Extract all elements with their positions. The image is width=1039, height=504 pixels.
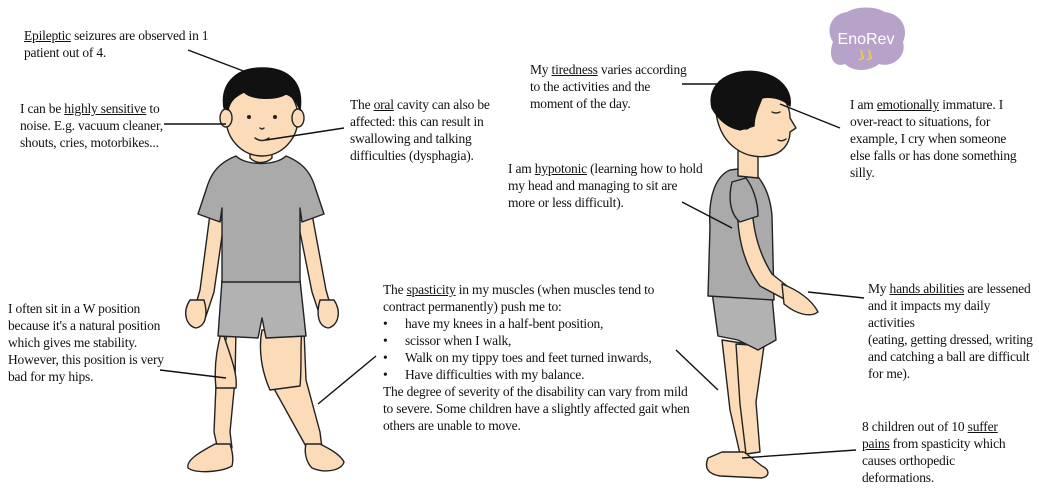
spasticity-bullet: • scissor when I walk, bbox=[383, 332, 690, 349]
tiredness-term: tiredness bbox=[551, 62, 598, 77]
epileptic-line2: patient out of 4. bbox=[24, 45, 107, 60]
hands-post: are lessened bbox=[964, 281, 1031, 296]
spasticity-bullet: • Have difficulties with my balance. bbox=[383, 366, 690, 383]
pains-pre: 8 children out of 10 bbox=[862, 419, 968, 434]
note-epileptic bbox=[24, 27, 208, 61]
pains-term-2: pains bbox=[862, 436, 890, 451]
side-back-foot bbox=[707, 452, 769, 478]
hypotonic-line2: my head and managing to sit are bbox=[508, 178, 678, 193]
spasticity-bullet: • have my knees in a half-bent position, bbox=[383, 315, 690, 332]
wposition-line1: I often sit in a W position bbox=[8, 301, 141, 316]
note-sensitive bbox=[20, 100, 163, 151]
wposition-line4: However, this position is very bbox=[8, 352, 164, 367]
spasticity-line3: The degree of severity of the disability can vary from mild bbox=[383, 384, 688, 399]
front-right-foot bbox=[305, 444, 344, 471]
spasticity-bullets bbox=[383, 315, 690, 383]
spasticity-bullet: • Walk on my tippy toes and feet turned inwards, bbox=[383, 349, 690, 366]
wposition-line2: because it's a natural position bbox=[8, 318, 161, 333]
sensitive-term: highly sensitive bbox=[64, 101, 147, 116]
tiredness-line2: to the activities and the bbox=[530, 79, 651, 94]
pains-post: from spasticity which bbox=[889, 436, 1006, 451]
spasticity-post: in my muscles (when muscles tend to bbox=[455, 282, 655, 297]
note-pains bbox=[862, 418, 1005, 486]
emotional-term: emotionally bbox=[876, 97, 940, 112]
pains-term-1: suffer bbox=[967, 419, 998, 434]
pointer-hands bbox=[808, 292, 864, 298]
note-emotional bbox=[850, 96, 1016, 181]
pains-line4: deformations. bbox=[862, 470, 935, 485]
pains-line3: causes orthopedic bbox=[862, 453, 955, 468]
hands-line4: and catching a ball are difficult bbox=[868, 349, 1030, 364]
front-child-figure bbox=[186, 68, 344, 472]
epileptic-line1: seizures are observed in 1 bbox=[70, 28, 209, 43]
emotional-post: immature. I bbox=[939, 97, 1003, 112]
epileptic-term: Epileptic bbox=[24, 28, 71, 43]
hypotonic-post: (learning how to hold bbox=[586, 161, 703, 176]
sensitive-pre: I can be bbox=[20, 101, 65, 116]
sensitive-line3: shouts, cries, motorbikes... bbox=[20, 135, 159, 150]
note-spasticity bbox=[383, 281, 690, 434]
hands-line3: (eating, getting dressed, writing bbox=[868, 332, 1033, 347]
oral-term: oral bbox=[373, 97, 394, 112]
logo-text: EnoRev bbox=[837, 31, 895, 48]
spasticity-line4: to severe. Some children have a slightly affected gait when bbox=[383, 401, 690, 416]
sensitive-post: to bbox=[146, 101, 160, 116]
emotional-line3: example, I cry when someone bbox=[850, 131, 1007, 146]
note-oral bbox=[350, 96, 490, 164]
tiredness-line3: moment of the day. bbox=[530, 96, 631, 111]
front-right-hand bbox=[318, 300, 338, 328]
front-right-thigh bbox=[260, 330, 302, 390]
emotional-line4: else falls or has done something bbox=[850, 148, 1017, 163]
hypotonic-line3: more or less difficult). bbox=[508, 195, 624, 210]
oral-line2: affected: this can result in bbox=[350, 114, 484, 129]
emotional-line2: over-react to situations, for bbox=[850, 114, 991, 129]
front-right-ear bbox=[292, 109, 304, 127]
oral-line3: swallowing and talking bbox=[350, 131, 472, 146]
spasticity-line5: others are unable to move. bbox=[383, 418, 521, 433]
note-hypotonic bbox=[508, 160, 703, 211]
emotional-pre: I am bbox=[850, 97, 877, 112]
wposition-line3: which gives me stability. bbox=[8, 335, 138, 350]
wposition-line5: bad for my hips. bbox=[8, 369, 94, 384]
enorev-logo bbox=[823, 6, 909, 76]
front-left-eye bbox=[247, 115, 251, 119]
oral-post: cavity can also be bbox=[393, 97, 490, 112]
hypotonic-pre: I am bbox=[508, 161, 535, 176]
hands-term: hands abilities bbox=[889, 281, 965, 296]
hands-line2: and it impacts my daily activities bbox=[868, 298, 991, 330]
sensitive-line2: noise. E.g. vacuum cleaner, bbox=[20, 118, 163, 133]
hypotonic-term: hypotonic bbox=[534, 161, 587, 176]
tiredness-post: varies according bbox=[597, 62, 687, 77]
emotional-line5: silly. bbox=[850, 165, 875, 180]
hands-line5: for me). bbox=[868, 366, 910, 381]
pointer-spasticity bbox=[318, 356, 376, 404]
front-right-eye bbox=[273, 115, 277, 119]
oral-pre: The bbox=[350, 97, 374, 112]
spasticity-term: spasticity bbox=[406, 282, 456, 297]
note-hands bbox=[868, 280, 1039, 382]
note-wposition bbox=[8, 300, 164, 385]
front-left-foot bbox=[188, 444, 233, 472]
hands-pre: My bbox=[868, 281, 890, 296]
side-hand bbox=[782, 284, 818, 315]
oral-line4: difficulties (dysphagia). bbox=[350, 148, 474, 163]
side-child-figure bbox=[707, 71, 819, 478]
spasticity-pre: The bbox=[383, 282, 407, 297]
note-tiredness bbox=[530, 61, 687, 112]
tiredness-pre: My bbox=[530, 62, 552, 77]
front-left-hand bbox=[186, 300, 206, 328]
spasticity-line2: contract permanently) push me to: bbox=[383, 299, 562, 314]
